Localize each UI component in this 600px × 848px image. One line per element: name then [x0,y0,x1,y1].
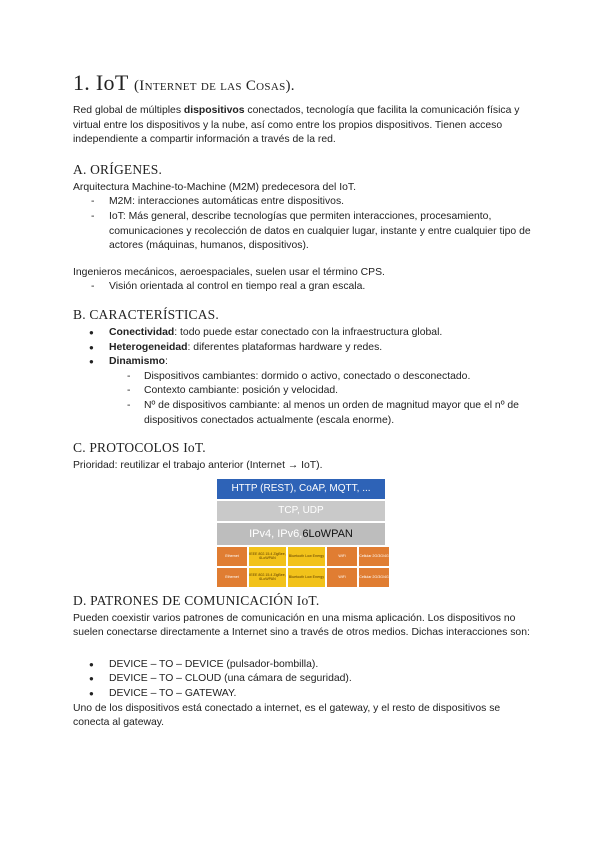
section-protocolos-heading: C. PROTOCOLOS IoT. [73,440,206,456]
title-subtitle: (Internet de las Cosas). [133,78,295,94]
layer-network [217,523,385,545]
intro-pre: Red global de múltiples [73,105,184,116]
link-cell: Cellular 2G/3G/4G [359,547,389,566]
list-item: ● DEVICE – TO – DEVICE (pulsador-bombilla). [73,658,533,673]
item-text: : diferentes plataformas hardware y redes. [187,341,383,353]
link-cell: IEEE 802.15.4 ZigBee, 6LoWPAN [249,568,286,587]
patrones-closing: Uno de los dispositivos está conectado a internet, es el gateway, y el resto de dispositivos se conecta al gateway. [73,702,501,729]
list-item: ● DEVICE – TO – GATEWAY. [73,687,533,702]
section-patrones-heading: D. PATRONES DE COMUNICACIÓN IoT. [73,592,320,608]
intro-paragraph [73,104,533,148]
origenes-line1: Arquitectura Machine-to-Machine (M2M) predecesora del IoT. [73,181,356,193]
list-item: - Visión orientada al control en tiempo real a gran escala. [73,280,533,295]
list-item: - Contexto cambiante: posición y velocidad. [109,384,533,399]
list-item [73,355,533,428]
link-cell: Ethernet [217,547,247,566]
link-layer-grid [217,547,389,587]
item-text: : [165,356,168,368]
protocolos-line: Prioridad: reutilizar el trabajo anterior (Internet → IoT). [73,460,323,472]
layer-application: HTTP (REST), CoAP, MQTT, ... [217,479,385,499]
dinamismo-sublist [109,370,533,428]
document-page [73,70,533,731]
origenes-list2 [73,280,533,295]
link-cell: IEEE 802.15.4 ZigBee, 6LoWPAN [249,547,286,566]
ip-label: IPv4, IPv6, [249,527,303,540]
link-cell: Bluetooth Low Energy [288,568,325,587]
ip-6lowpan: 6LoWPAN [302,527,353,540]
section-origenes-heading: A. ORÍGENES. [73,161,163,177]
protocol-stack-diagram [217,479,389,587]
layer-transport: TCP, UDP [217,501,385,521]
item-text: : todo puede estar conectado con la infraestructura global. [174,326,443,338]
caracteristicas-list [73,326,533,428]
link-cell: WiFi [327,568,357,587]
intro-bold: dispositivos [183,105,245,116]
list-item [73,341,533,356]
link-cell: Cellular 2G/3G/4G [359,568,389,587]
section-caracteristicas-heading: B. CARACTERÍSTICAS. [73,306,219,322]
item-bold: Heterogeneidad [109,341,188,353]
list-item: - IoT: Más general, describe tecnologías que permiten interacciones, procesamiento, comunicaciones y recolección de datos en cualquier lugar, instante y entre cualquier tipo de actores (máquinas, humanos, dispositivos). [73,210,533,254]
link-cell: WiFi [327,547,357,566]
list-item [73,326,533,341]
link-cell: Bluetooth Low Energy [288,547,325,566]
patrones-paragraph: Pueden coexistir varios patrones de comunicación en una misma aplicación. Los dispositivos no suelen conectarse directamente a Internet sino a través de otros medios. Dichas interacciones son: [73,612,530,639]
origenes-line2: Ingenieros mecánicos, aeroespaciales, suelen usar el término CPS. [73,266,385,278]
list-item: ● DEVICE – TO – CLOUD (una cámara de seguridad). [73,672,533,687]
list-item: - Dispositivos cambiantes: dormido o activo, conectado o desconectado. [109,370,533,385]
item-bold: Dinamismo [109,356,166,368]
page-title [73,70,533,96]
origenes-list [73,195,533,253]
link-cell: Ethernet [217,568,247,587]
intro-post: conectados, tecnología que facilita la comunicación física y virtual entre los dispositivos y la nube, así como entre los propios dispositivos. Tienen acceso independiente a compartir información a través de la red. [73,105,520,146]
patrones-list [73,658,533,702]
item-bold: Conectividad [109,326,175,338]
title-number: 1. IoT [73,70,129,95]
list-item: - Nº de dispositivos cambiante: al menos un orden de magnitud mayor que el nº de dispositivos conectados actualmente (escala enorme). [109,399,533,428]
list-item: - M2M: interacciones automáticas entre dispositivos. [73,195,533,210]
